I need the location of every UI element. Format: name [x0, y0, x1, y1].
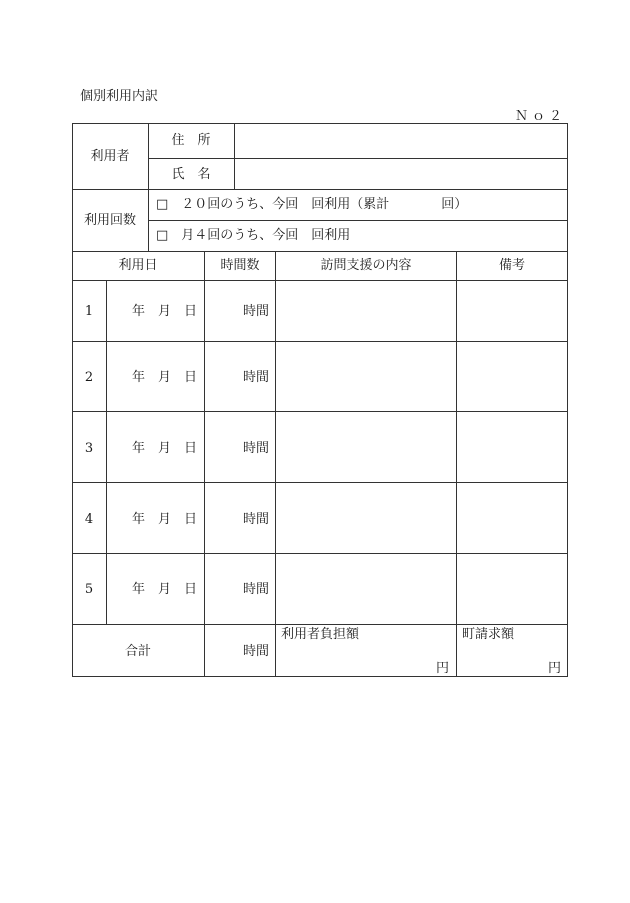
- table-border-right: [567, 123, 568, 677]
- table-border-left: [72, 123, 73, 677]
- user-share-label: 利用者負担額: [281, 627, 360, 642]
- row-number: 1: [84, 304, 94, 319]
- table-border-bottom: [72, 676, 568, 677]
- row-date: 年 月 日: [132, 370, 198, 385]
- address-label: 住 所: [171, 133, 211, 148]
- row-number: 5: [84, 582, 94, 597]
- table-border-top: [72, 123, 568, 124]
- col-divider-content-remarks: [456, 251, 457, 677]
- row-date: 年 月 日: [132, 512, 198, 527]
- page-number: Ｎｏ２: [514, 109, 566, 124]
- row-divider-1: [72, 341, 568, 342]
- town-claim-yen-unit: 円: [548, 661, 562, 676]
- name-label: 氏 名: [171, 167, 211, 182]
- row-hours-unit: 時間: [243, 582, 270, 597]
- col-divider-user-fields: [234, 123, 235, 189]
- col-divider-hours-content: [275, 251, 276, 677]
- form-title: 個別利用内訳: [80, 89, 159, 104]
- row-divider-count-lines: [148, 220, 568, 221]
- user-section-label: 利用者: [90, 149, 130, 164]
- row-divider-5: [72, 624, 568, 625]
- user-share-yen-unit: 円: [436, 661, 450, 676]
- column-header-date: 利用日: [118, 258, 158, 273]
- col-divider-section-label: [148, 123, 149, 251]
- row-divider-user-count: [72, 189, 568, 190]
- col-divider-date-hours: [204, 251, 205, 677]
- row-divider-address-name: [148, 158, 568, 159]
- row-divider-header-top: [72, 251, 568, 252]
- row-divider-3: [72, 482, 568, 483]
- usage-count-label: 利用回数: [83, 213, 137, 228]
- row-date: 年 月 日: [132, 582, 198, 597]
- col-divider-row-number: [106, 280, 107, 624]
- town-claim-label: 町請求額: [462, 627, 515, 642]
- row-hours-unit: 時間: [243, 512, 270, 527]
- row-hours-unit: 時間: [243, 370, 270, 385]
- usage-breakdown-table: [72, 123, 568, 677]
- column-header-hours: 時間数: [220, 258, 260, 273]
- usage-count-20-checkbox-line: □ ２０回のうち、今回 回利用（累計 回）: [156, 197, 468, 212]
- row-number: 2: [84, 370, 94, 385]
- total-label: 合計: [124, 644, 152, 659]
- row-date: 年 月 日: [132, 304, 198, 319]
- row-divider-4: [72, 553, 568, 554]
- row-divider-header-bottom: [72, 280, 568, 281]
- row-divider-2: [72, 411, 568, 412]
- row-number: 4: [84, 512, 94, 527]
- total-hours-unit: 時間: [243, 644, 270, 659]
- usage-count-monthly-checkbox-line: □ 月４回のうち、今回 回利用: [156, 228, 351, 243]
- row-hours-unit: 時間: [243, 441, 270, 456]
- row-number: 3: [84, 441, 94, 456]
- row-date: 年 月 日: [132, 441, 198, 456]
- column-header-remarks: 備考: [498, 258, 526, 273]
- column-header-content: 訪問支援の内容: [320, 258, 412, 273]
- row-hours-unit: 時間: [243, 304, 270, 319]
